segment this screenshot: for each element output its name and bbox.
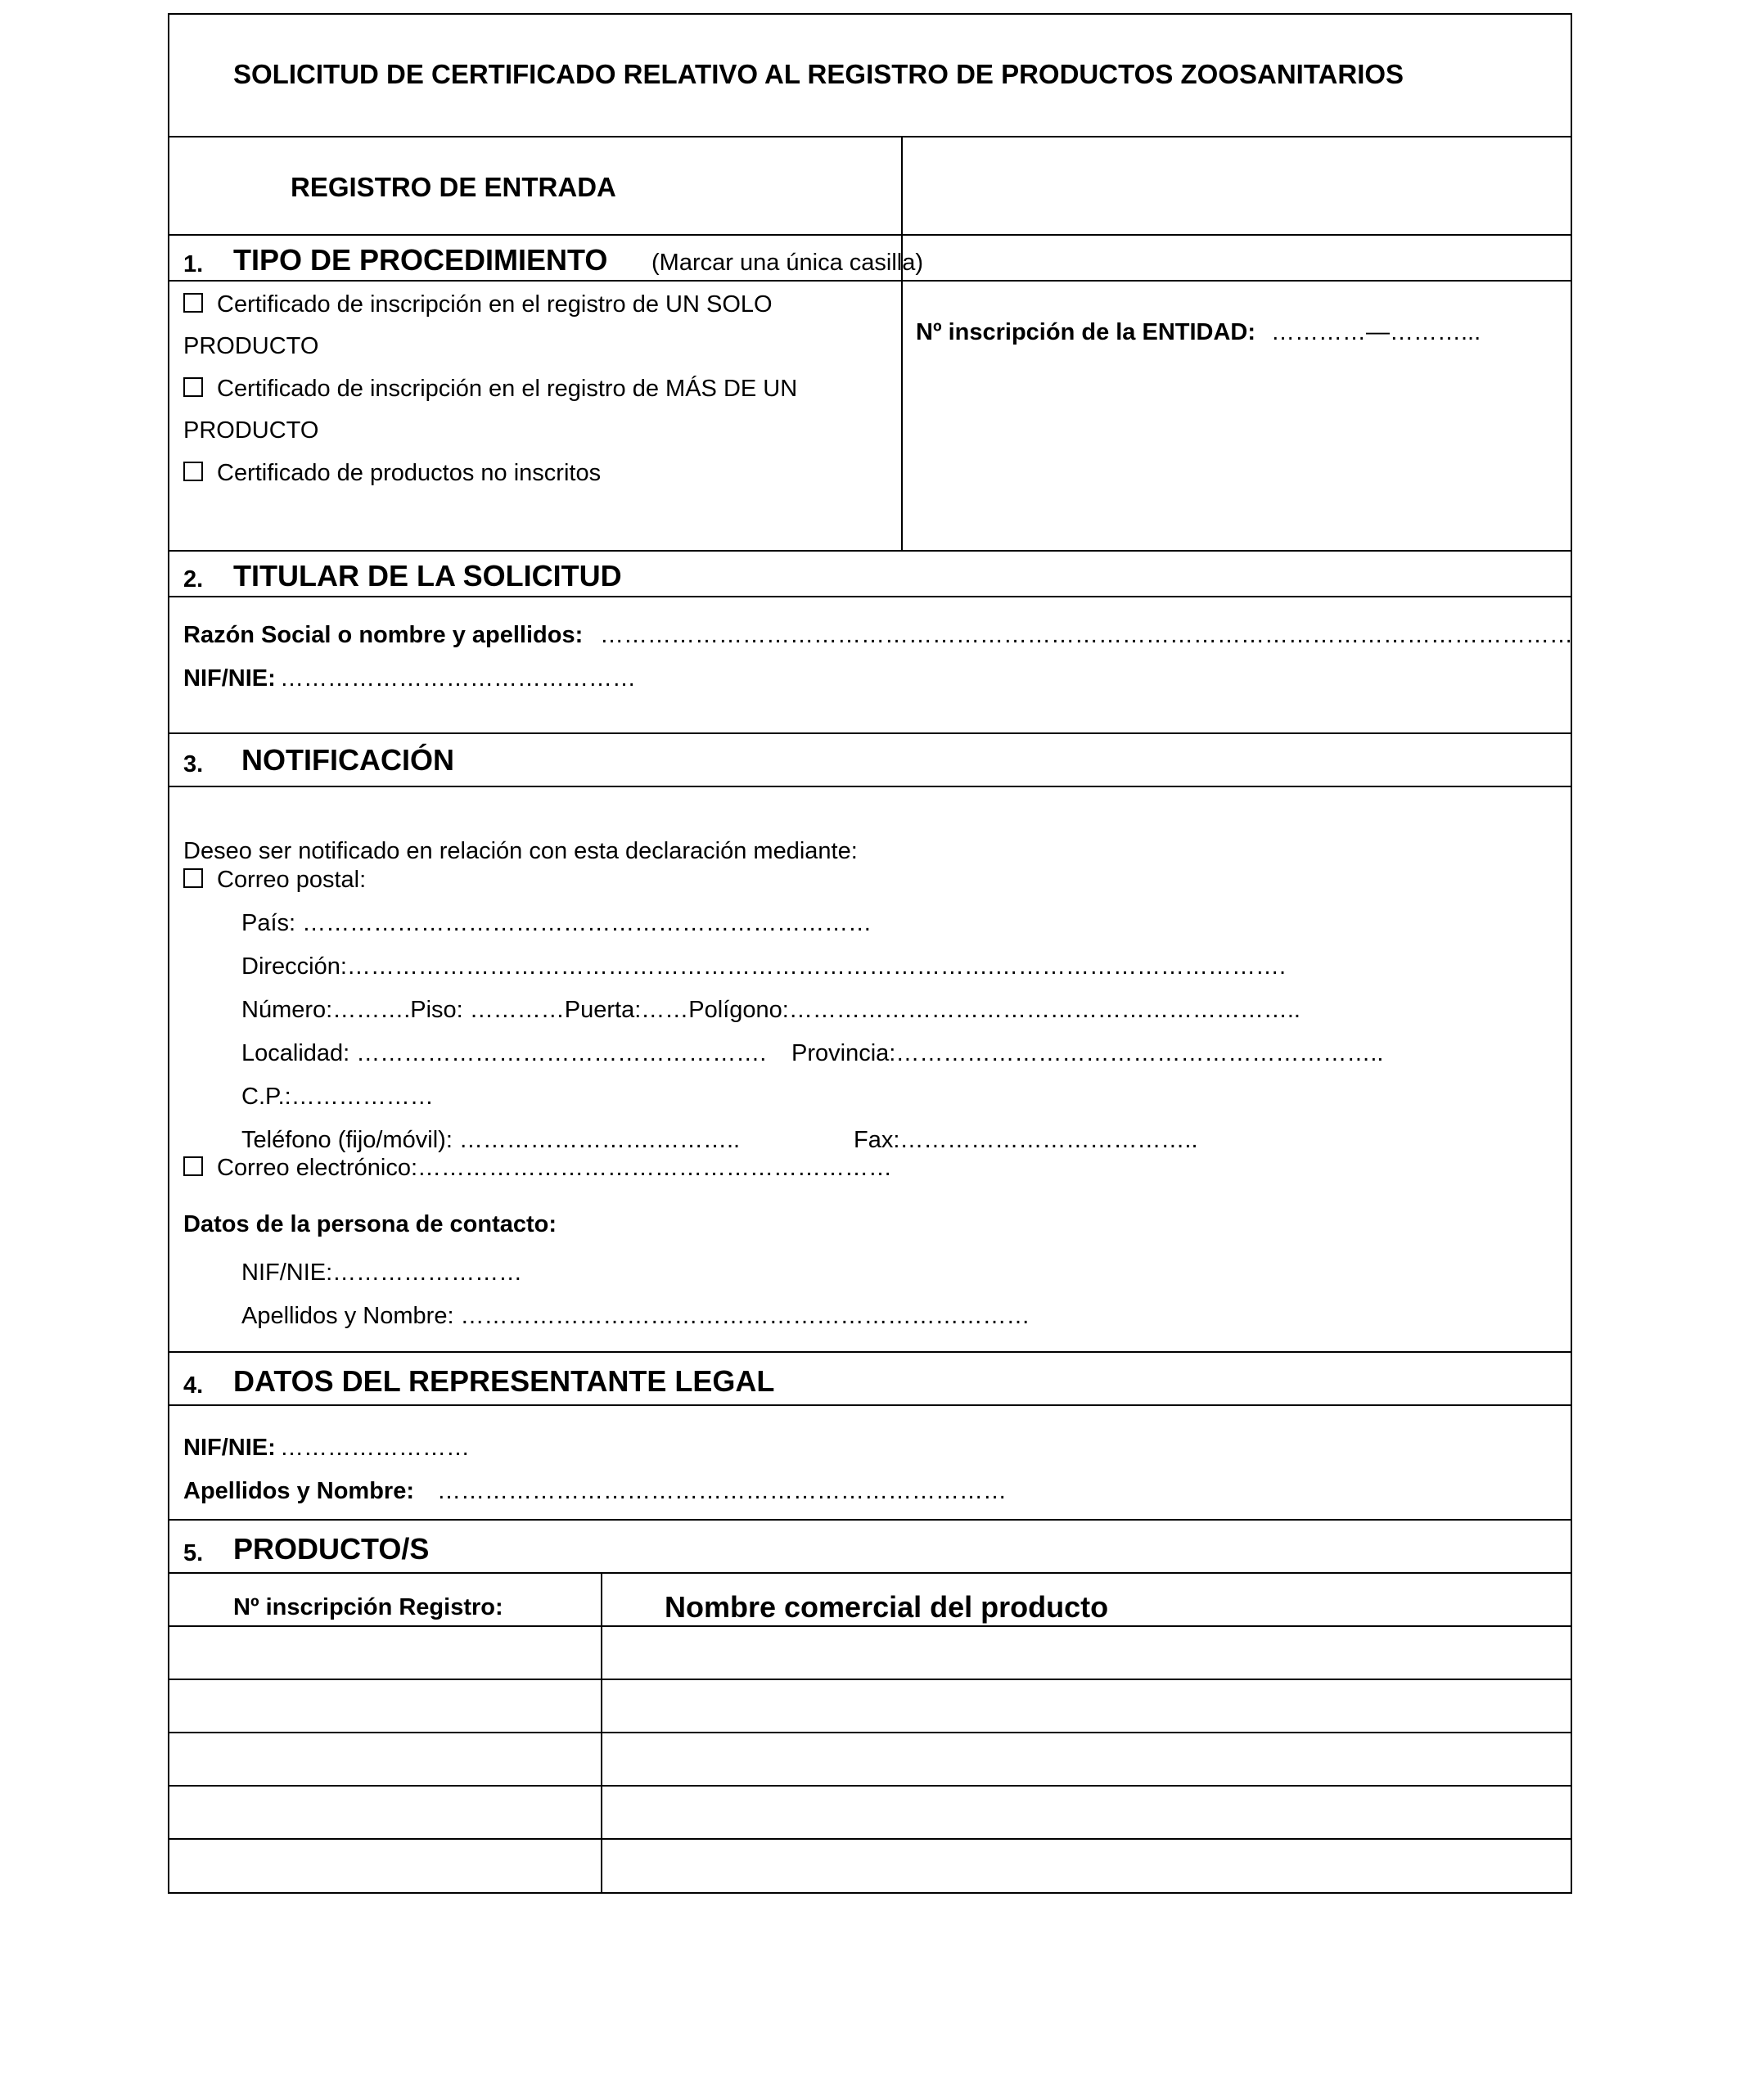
option-multiple-products-label-cont: PRODUCTO bbox=[183, 417, 319, 444]
divider bbox=[169, 732, 1571, 734]
product-row-registro-cell[interactable] bbox=[169, 1733, 601, 1785]
section4-number: 4. bbox=[183, 1372, 204, 1399]
form-title: SOLICITUD DE CERTIFICADO RELATIVO AL REGISTRO DE PRODUCTOS ZOOSANITARIOS bbox=[233, 59, 1404, 89]
column-divider bbox=[901, 136, 903, 550]
request-form bbox=[168, 13, 1572, 1894]
divider bbox=[169, 786, 1571, 787]
section3-heading: NOTIFICACIÓN bbox=[241, 743, 454, 777]
telefono-field[interactable]: Teléfono (fijo/móvil): …………………….……….. bbox=[241, 1127, 741, 1153]
section5-number: 5. bbox=[183, 1540, 204, 1566]
divider bbox=[169, 1572, 1571, 1574]
entidad-field[interactable]: …………—………... bbox=[1271, 319, 1481, 345]
contacto-heading: Datos de la persona de contacto: bbox=[183, 1211, 557, 1237]
option-single-product-label: Certificado de inscripción en el registro de UN SOLO bbox=[217, 291, 773, 318]
registro-entrada-field[interactable] bbox=[904, 137, 1571, 234]
product-row-registro-cell[interactable] bbox=[169, 1787, 601, 1838]
option-multiple-products-label: Certificado de inscripción en el registro de MÁS DE UN bbox=[217, 376, 798, 402]
section1-note: (Marcar una única casilla) bbox=[651, 250, 924, 276]
numero-piso-puerta-field[interactable]: Número:……….Piso: …………Puerta:……Polígono:……………………………………………………….. bbox=[241, 997, 1300, 1023]
divider bbox=[169, 234, 1571, 236]
col-nombre-header: Nombre comercial del producto bbox=[665, 1590, 1109, 1624]
product-row-nombre-cell[interactable] bbox=[602, 1840, 1571, 1891]
col-registro-header: Nº inscripción Registro: bbox=[233, 1594, 503, 1620]
divider bbox=[169, 550, 1571, 552]
divider bbox=[169, 1519, 1571, 1521]
notification-intro: Deseo ser notificado en relación con esta declaración mediante: bbox=[183, 838, 858, 864]
section2-number: 2. bbox=[183, 566, 204, 593]
product-row-registro-cell[interactable] bbox=[169, 1627, 601, 1679]
divider bbox=[169, 1351, 1571, 1353]
section4-heading: DATOS DEL REPRESENTANTE LEGAL bbox=[233, 1364, 775, 1398]
section1-number: 1. bbox=[183, 251, 204, 277]
product-row-registro-cell[interactable] bbox=[169, 1840, 601, 1891]
pais-field[interactable]: País: ……………………………………………………………… bbox=[241, 910, 872, 936]
option-single-product-checkbox[interactable] bbox=[183, 293, 203, 313]
divider bbox=[169, 280, 1571, 282]
product-row-nombre-cell[interactable] bbox=[602, 1733, 1571, 1785]
product-row-registro-cell[interactable] bbox=[169, 1680, 601, 1732]
section5-heading: PRODUCTO/S bbox=[233, 1532, 430, 1566]
divider bbox=[169, 1404, 1571, 1406]
option-single-product-label-cont: PRODUCTO bbox=[183, 333, 319, 359]
direccion-field[interactable]: Dirección:……………………………………………………………………….………………………………. bbox=[241, 953, 1287, 980]
correo-postal-checkbox[interactable] bbox=[183, 868, 203, 888]
cp-field[interactable]: C.P.:……………… bbox=[241, 1084, 434, 1110]
representante-nif-field[interactable]: …………………… bbox=[280, 1435, 470, 1461]
product-row-nombre-cell[interactable] bbox=[602, 1787, 1571, 1838]
titular-nif-field[interactable]: ……………………………………… bbox=[280, 665, 636, 692]
correo-electronico-checkbox[interactable] bbox=[183, 1156, 203, 1176]
option-multiple-products-checkbox[interactable] bbox=[183, 377, 203, 397]
correo-electronico-field[interactable]: Correo electrónico:…………………………………………………… bbox=[217, 1155, 892, 1181]
option-unregistered-products-label: Certificado de productos no inscritos bbox=[217, 460, 602, 486]
titular-nif-label: NIF/NIE: bbox=[183, 665, 276, 692]
localidad-field[interactable]: Localidad: ……………………………………………. bbox=[241, 1040, 767, 1066]
razon-social-label: Razón Social o nombre y apellidos: bbox=[183, 622, 584, 648]
section2-heading: TITULAR DE LA SOLICITUD bbox=[233, 559, 622, 593]
provincia-field[interactable]: Provincia:…………………………………………………….. bbox=[791, 1040, 1384, 1066]
product-row-nombre-cell[interactable] bbox=[602, 1627, 1571, 1679]
contacto-nombre-field[interactable]: Apellidos y Nombre: ……………………………………………………………… bbox=[241, 1303, 1030, 1329]
representante-nombre-label: Apellidos y Nombre: bbox=[183, 1478, 414, 1504]
representante-nif-label: NIF/NIE: bbox=[183, 1435, 276, 1461]
entidad-label: Nº inscripción de la ENTIDAD: bbox=[916, 319, 1256, 345]
divider bbox=[169, 596, 1571, 597]
representante-nombre-field[interactable]: ……………………………………………………………… bbox=[437, 1478, 1007, 1504]
correo-postal-label: Correo postal: bbox=[217, 867, 367, 893]
option-unregistered-products-checkbox[interactable] bbox=[183, 462, 203, 481]
product-row-nombre-cell[interactable] bbox=[602, 1680, 1571, 1732]
razon-social-field[interactable]: …………………………………………………………………………………………………………… bbox=[600, 622, 1573, 648]
fax-field[interactable]: Fax:……………………………….. bbox=[854, 1127, 1198, 1153]
section1-heading: TIPO DE PROCEDIMIENTO bbox=[233, 243, 608, 277]
section3-number: 3. bbox=[183, 751, 204, 777]
contacto-nif-field[interactable]: NIF/NIE:…………………… bbox=[241, 1260, 523, 1286]
registro-entrada-label: REGISTRO DE ENTRADA bbox=[291, 172, 616, 202]
